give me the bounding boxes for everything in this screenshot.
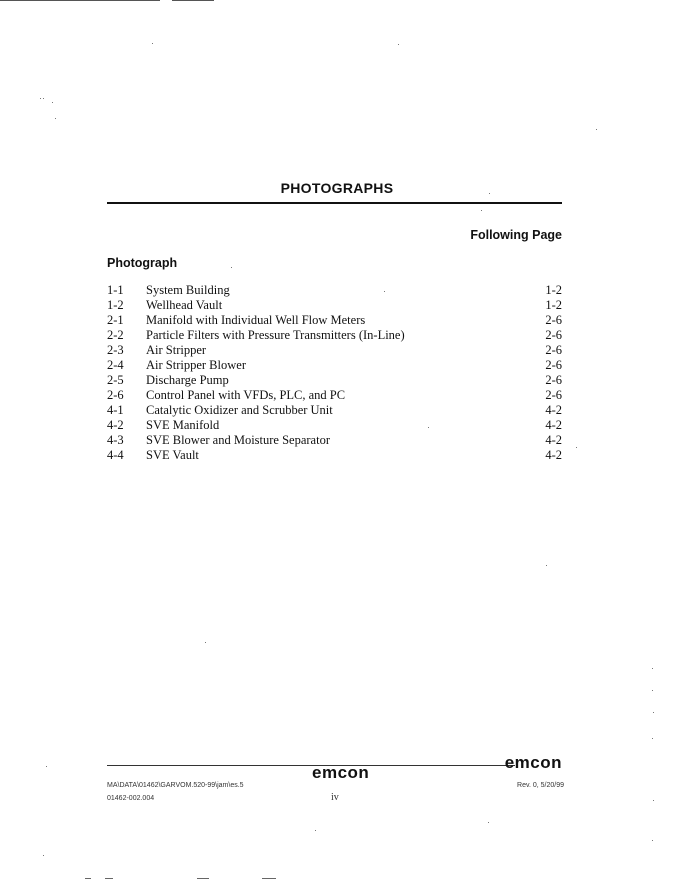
photo-title: Wellhead Vault [146, 298, 223, 312]
photo-page: 4-2 [545, 403, 562, 417]
photo-title: Particle Filters with Pressure Transmitters (In-Line) [146, 328, 405, 342]
photo-page: 2-6 [545, 313, 562, 327]
scan-speck [652, 840, 653, 841]
photo-number: 2-5 [107, 373, 124, 387]
list-item [107, 298, 562, 313]
footer-revision: Rev. 0, 5/20/99 [517, 782, 564, 789]
photo-title: Control Panel with VFDs, PLC, and PC [146, 388, 346, 402]
list-item [107, 373, 562, 388]
page-title: PHOTOGRAPHS [280, 180, 394, 196]
footer-file-path: MA\DATA\01462\GARVOM.520-99\jam\es.5 [107, 782, 244, 789]
list-item [107, 448, 562, 463]
photo-number: 4-3 [107, 433, 124, 447]
list-item [107, 388, 562, 403]
scan-speck [315, 830, 316, 831]
following-page-column-header: Following Page [470, 228, 562, 242]
scan-speck [152, 43, 153, 44]
photo-title: Air Stripper [146, 343, 207, 357]
scan-speck [653, 712, 654, 713]
title-rule [107, 202, 562, 204]
scan-speck [205, 642, 206, 643]
photo-number: 2-1 [107, 313, 124, 327]
photo-number: 2-6 [107, 388, 124, 402]
scan-artifact-bottom-dash [105, 878, 113, 879]
scan-artifact-bottom-dash [262, 878, 276, 879]
photo-number: 4-2 [107, 418, 124, 432]
photo-page: 2-6 [545, 343, 562, 357]
photo-title: Discharge Pump [146, 373, 229, 387]
list-item [107, 313, 562, 328]
list-item [107, 343, 562, 358]
photo-number: 2-2 [107, 328, 124, 342]
scan-speck [46, 766, 47, 767]
photograph-section-header: Photograph [107, 256, 178, 270]
scan-speck [652, 690, 653, 691]
scan-artifact-bottom-dash [197, 878, 209, 879]
photo-page: 4-2 [545, 448, 562, 462]
scan-speck [546, 565, 547, 566]
scan-speck [398, 44, 399, 45]
list-item [107, 283, 562, 298]
photo-number: 1-1 [107, 283, 124, 297]
list-item [107, 328, 562, 343]
photo-page: 2-6 [545, 358, 562, 372]
scan-speck [55, 118, 56, 119]
photo-number: 2-4 [107, 358, 124, 372]
photo-page: 4-2 [545, 418, 562, 432]
photo-title: Catalytic Oxidizer and Scrubber Unit [146, 403, 333, 417]
photo-page: 1-2 [545, 298, 562, 312]
photo-page: 1-2 [545, 283, 562, 297]
photo-page: 4-2 [545, 433, 562, 447]
photo-title: Manifold with Individual Well Flow Meters [146, 313, 366, 327]
scan-speck [481, 210, 482, 211]
footer-page-number: iv [331, 792, 339, 803]
photo-title: SVE Vault [146, 448, 199, 462]
list-item [107, 358, 562, 373]
list-item [107, 403, 562, 418]
photograph-list [107, 283, 562, 463]
photo-title: Air Stripper Blower [146, 358, 246, 372]
scan-speck [576, 447, 577, 448]
scan-speck [488, 822, 489, 823]
emcon-logo-right: emcon [504, 753, 562, 772]
scan-speck [596, 129, 597, 130]
photo-number: 4-4 [107, 448, 124, 462]
photo-number: 4-1 [107, 403, 124, 417]
scan-speck [652, 668, 653, 669]
scan-speck [652, 738, 653, 739]
scan-artifact-top-line [0, 0, 160, 1]
scan-speck [43, 855, 44, 856]
scan-speck [231, 267, 232, 268]
photo-title: SVE Manifold [146, 418, 220, 432]
footer-project-code: 01462-002.004 [107, 795, 155, 802]
photo-title: SVE Blower and Moisture Separator [146, 433, 330, 447]
scan-speck [52, 102, 53, 103]
list-item [107, 433, 562, 448]
photo-page: 2-6 [545, 328, 562, 342]
photo-title: System Building [146, 283, 230, 297]
footer-rule [107, 765, 515, 766]
emcon-logo-center: emcon [312, 763, 370, 782]
photo-page: 2-6 [545, 373, 562, 387]
photo-page: 2-6 [545, 388, 562, 402]
scan-speck [40, 98, 41, 99]
scan-speck [653, 800, 654, 801]
scan-artifact-bottom-dash [85, 878, 91, 879]
scan-artifact-top-line [172, 0, 214, 1]
list-item [107, 418, 562, 433]
photo-number: 2-3 [107, 343, 124, 357]
photo-number: 1-2 [107, 298, 124, 312]
scan-speck [43, 98, 44, 99]
